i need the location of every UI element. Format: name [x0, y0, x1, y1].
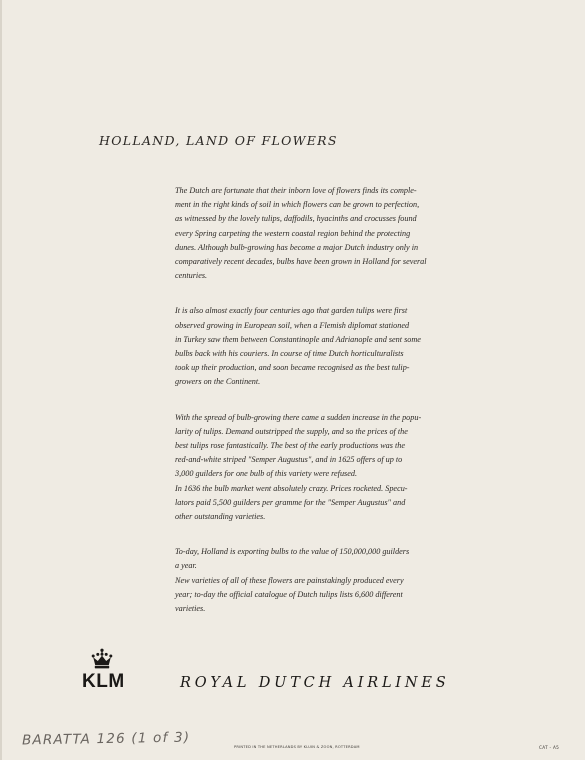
text-line: growers on the Continent. [175, 377, 261, 387]
text-line: 3,000 guilders for one bulb of this variety were refused. [175, 469, 357, 479]
text-line: varieties. [175, 604, 206, 614]
text-line: best tulips rose fantastically. The best of the early productions was the [175, 441, 405, 451]
text-line: larity of tulips. Demand outstripped the supply, and so the prices of the [175, 426, 408, 436]
text-line: bulbs back with his couriers. In course of time Dutch horticulturalists [175, 349, 404, 359]
paragraph-1 [175, 184, 462, 283]
text-line: observed growing in European soil, when a Flemish diplomat stationed [175, 320, 410, 330]
text-line: dunes. Although bulb-growing has become a major Dutch industry only in [175, 242, 419, 252]
text-line: as witnessed by the lovely tulips, daffodils, hyacinths and crocusses found [175, 214, 417, 224]
text-line: comparatively recent decades, bulbs have been grown in Holland for several [175, 257, 427, 267]
text-line: year; to-day the official catalogue of Dutch tulips lists 6,600 different [175, 589, 403, 599]
text-line: With the spread of bulb-growing there came a sudden increase in the popu- [175, 412, 422, 422]
text-line: a year. [175, 561, 197, 571]
printer-credit: PRINTED IN THE NETHERLANDS BY KLUIN & ZOON, ROTTERDAM [234, 745, 360, 749]
text-line: red-and-white striped "Semper Augustus", and in 1625 offers of up to [175, 455, 403, 465]
text-line: took up their production, and soon became recognised as the best tulip- [175, 363, 410, 373]
paragraph-4 [175, 545, 462, 616]
paragraph-3 [175, 411, 462, 525]
text-line: The Dutch are fortunate that their inborn love of flowers finds its comple- [175, 186, 417, 195]
airline-name: ROYAL DUTCH AIRLINES [180, 675, 450, 691]
text-line: every Spring carpeting the western coastal region behind the protecting [175, 228, 411, 238]
text-line: other outstanding varieties. [175, 512, 266, 522]
text-line: To-day, Holland is exporting bulbs to the value of 150,000,000 guilders [175, 547, 410, 557]
page-title: HOLLAND, LAND OF FLOWERS [99, 133, 338, 148]
text-line: ment in the right kinds of soil in which flowers can be grown to perfection, [175, 200, 420, 210]
catalog-code: CAT - A5 [539, 745, 560, 750]
crown-icon [90, 648, 114, 670]
body-text [175, 184, 462, 637]
text-line: It is also almost exactly four centuries ago that garden tulips were first [175, 306, 408, 316]
handwritten-note: BARATTA 126 (1 of 3) [21, 729, 191, 749]
text-line: New varieties of all of these flowers are painstakingly produced every [175, 575, 404, 585]
text-line: centuries. [175, 271, 208, 281]
text-line: In 1636 the bulb market went absolutely crazy. Prices rocketed. Specu- [175, 483, 408, 493]
text-line: in Turkey saw them between Constantinople and Adrianople and sent some [175, 334, 421, 344]
paragraph-2 [175, 304, 462, 389]
text-line: lators paid 5,500 guilders per gramme for the "Semper Augustus" and [175, 497, 406, 507]
klm-logo-text: KLM [82, 671, 125, 692]
